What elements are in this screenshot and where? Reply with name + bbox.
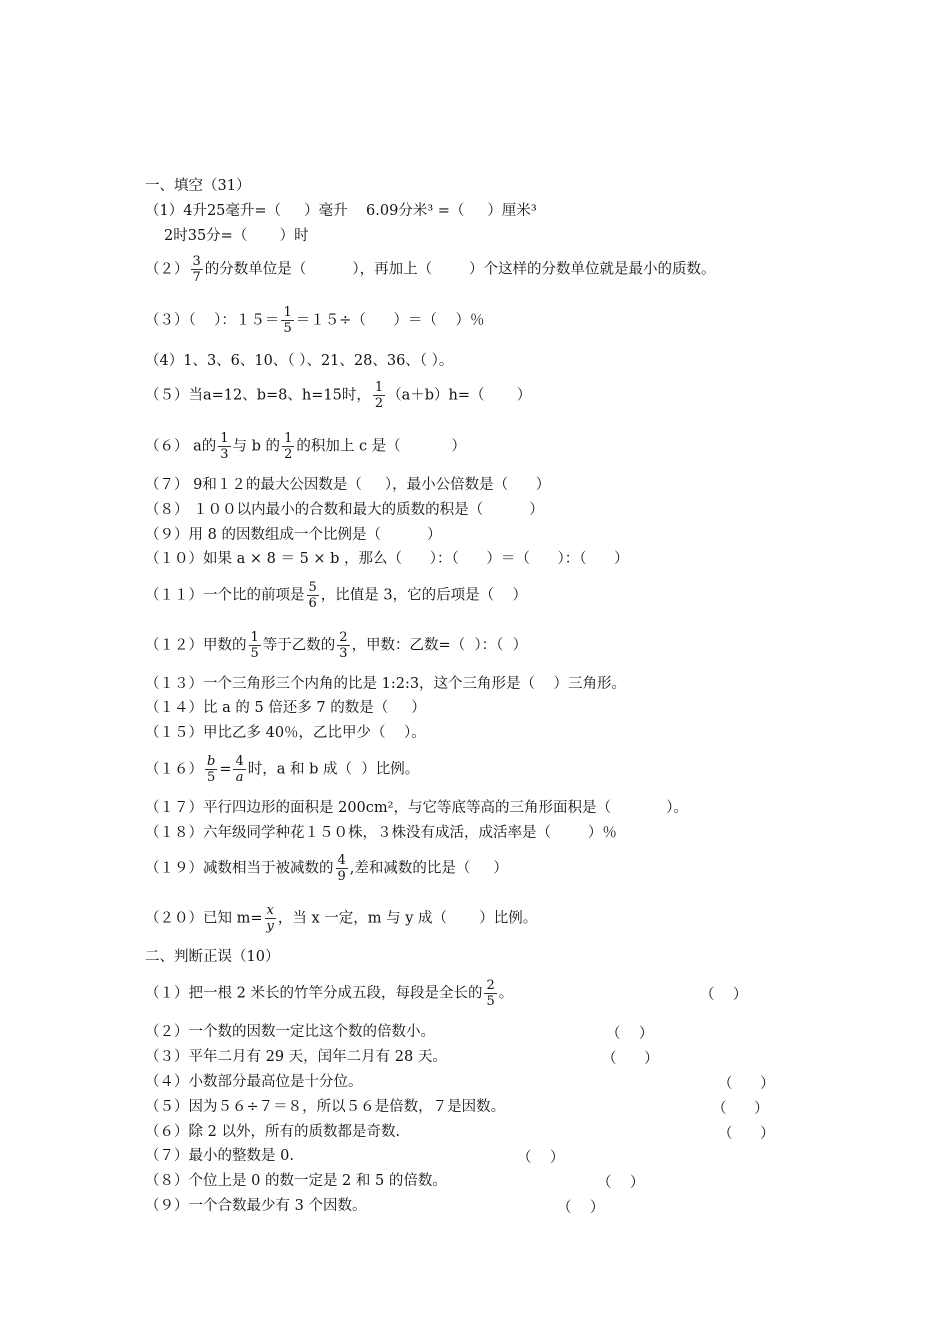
question-4	[145, 351, 453, 371]
question-14-text: （１４）比 a 的 5 倍还多 7 的数是（ ）	[145, 700, 426, 716]
question-7-text: （７） 9和１２的最大公因数是（ ），最小公倍数是（ ）	[145, 477, 551, 493]
question-19-prefix: （１９）减数相当于被减数的	[145, 860, 334, 877]
fraction-numerator: 1	[250, 630, 259, 645]
question-12	[145, 630, 527, 661]
fraction-1-5	[281, 305, 293, 336]
fraction-denominator: 5	[250, 646, 259, 661]
question-2-text: 的分数单位是（ ），再加上（ ）个这样的分数单位就是最小的质数。	[204, 261, 716, 278]
fraction-numerator: 1	[284, 431, 293, 446]
judgement-8	[145, 1171, 447, 1191]
question-5-prefix: （５）当a=12、b=8、h=15时，	[145, 387, 371, 404]
judgement-9	[145, 1196, 366, 1216]
question-12-mid: 等于乙数的	[262, 637, 336, 654]
question-4-text: （4）1、3、6、10、（ ）、21、28、36、（ ）。	[145, 353, 454, 369]
question-8	[145, 500, 544, 520]
question-15-text: （１５）甲比乙多 40％，乙比甲少（ ）。	[145, 725, 426, 741]
judgement-2-text: （２）一个数的因数一定比这个数的倍数小。	[145, 1024, 435, 1040]
section1-title-text: 一、填空（31）	[145, 178, 251, 194]
question-3-text: ＝１５÷（ ）＝（ ）％	[295, 312, 485, 329]
judgement-1-prefix: （１）把一根 2 米长的竹竿分成五段，每段是全长的	[145, 985, 483, 1002]
judgement-9-text: （９）一个合数最少有 3 个因数。	[145, 1198, 367, 1214]
fraction-numerator: 2	[339, 630, 348, 645]
section1-title	[145, 176, 250, 196]
fraction-b-5	[205, 754, 217, 785]
question-19	[145, 853, 508, 884]
question-12-prefix: （１２）甲数的	[145, 637, 247, 654]
question-13-text: （１３）一个三角形三个内角的比是 1:2:3，这个三角形是（ ）三角形。	[145, 676, 626, 692]
question-1b-text: 2时35分=（ ）时	[164, 228, 309, 244]
fraction-denominator: 9	[337, 869, 346, 884]
question-3	[145, 305, 484, 336]
question-20	[145, 903, 537, 934]
judgement-5-answer-blank[interactable]: （ ）	[712, 1101, 769, 1117]
fraction-denominator: 7	[192, 270, 201, 285]
fraction-denominator: a	[233, 769, 245, 785]
judgement-5-text: （５）因为５６÷７＝８，所以５６是倍数，７是因数。	[145, 1099, 506, 1115]
judgement-7	[145, 1146, 294, 1166]
question-1b	[164, 226, 309, 246]
question-16-text: 时，a 和 b 成（ ）比例。	[247, 761, 420, 778]
question-2-prefix: （２）	[145, 261, 189, 278]
question-14	[145, 698, 426, 718]
question-13	[145, 674, 626, 694]
judgement-1-text: 。	[498, 985, 514, 1002]
judgement-1	[145, 978, 513, 1009]
judgement-4-answer-blank[interactable]: （ ）	[718, 1076, 775, 1092]
judgement-7-answer-blank[interactable]: （ ）	[517, 1150, 565, 1166]
fraction-denominator: 3	[339, 646, 348, 661]
question-6-mid: 与 b 的	[232, 438, 281, 455]
fraction-1-5	[249, 630, 261, 661]
question-19-text: ,差和减数的比是（ ）	[349, 860, 508, 877]
question-9	[145, 525, 442, 545]
fraction-numerator: 1	[220, 431, 229, 446]
judgement-3	[145, 1047, 447, 1067]
question-7	[145, 475, 550, 495]
judgement-3-answer-blank[interactable]: （ ）	[602, 1051, 659, 1067]
question-15	[145, 723, 426, 743]
judgement-2-answer-blank[interactable]: （ ）	[606, 1026, 654, 1042]
fraction-numerator: b	[207, 754, 216, 769]
judgement-5	[145, 1097, 505, 1117]
fraction-4-a	[233, 754, 245, 785]
question-18	[145, 823, 617, 843]
fraction-x-y	[265, 903, 276, 934]
question-10-text: （１０）如果 a × 8 ＝ 5 × b ，那么（ ）：（ ）＝（ ）：（ ）	[145, 551, 629, 567]
fraction-denominator: y	[266, 919, 274, 934]
fraction-numerator: 1	[374, 380, 384, 395]
question-3-prefix: （３）（ ）：１５＝	[145, 312, 280, 329]
question-16-prefix: （１６）	[145, 761, 203, 778]
fraction-numerator: 2	[486, 978, 495, 993]
question-20-prefix: （２０）已知 m=	[145, 910, 263, 927]
judgement-8-answer-blank[interactable]: （ ）	[597, 1175, 645, 1191]
question-11	[145, 580, 527, 611]
question-5	[145, 380, 531, 411]
question-2	[145, 254, 716, 285]
fraction-1-2	[373, 380, 385, 411]
fraction-numerator: 4	[337, 853, 346, 868]
question-12-text: ，甲数：乙数=（ ）：（ ）	[351, 637, 528, 654]
judgement-6-answer-blank[interactable]: （ ）	[718, 1126, 775, 1142]
question-8-text: （８） １００以内最小的合数和最大的质数的积是（ ）	[145, 502, 544, 518]
question-20-text: ，当 x 一定，m 与 y 成（ ）比例。	[277, 910, 538, 927]
judgement-3-text: （３）平年二月有 29 天，闰年二月有 28 天。	[145, 1049, 447, 1065]
fraction-2-5	[484, 978, 496, 1009]
judgement-4	[145, 1072, 363, 1092]
question-17	[145, 798, 688, 818]
equals-sign: =	[219, 761, 232, 778]
judgement-9-answer-blank[interactable]: （ ）	[557, 1200, 605, 1216]
fraction-denominator: 2	[284, 447, 293, 462]
fraction-numerator: x	[266, 903, 274, 918]
question-11-text: ，比值是 3，它的后项是（ ）	[320, 587, 528, 604]
question-6	[145, 431, 466, 462]
question-16	[145, 754, 419, 785]
judgement-6	[145, 1122, 400, 1142]
question-1a	[145, 201, 537, 221]
section2-title-text: 二、判断正误（10）	[145, 949, 280, 965]
question-1a-text: （1）4升25毫升=（ ）毫升 6.09分米³ =（ ）厘米³	[145, 203, 537, 219]
fraction-2-3	[337, 630, 349, 661]
fraction-denominator: 3	[220, 447, 229, 462]
question-17-text: （１７）平行四边形的面积是 200cm²，与它等底等高的三角形面积是（ ）。	[145, 800, 689, 816]
section2-title	[145, 947, 279, 967]
question-9-text: （９）用 8 的因数组成一个比例是（ ）	[145, 527, 442, 543]
fraction-3-7	[191, 254, 203, 285]
fraction-denominator: 6	[308, 596, 317, 611]
judgement-4-text: （４）小数部分最高位是十分位。	[145, 1074, 363, 1090]
fraction-denominator: 2	[374, 396, 384, 411]
fraction-numerator: 4	[235, 754, 244, 769]
fraction-denominator: 5	[205, 769, 217, 785]
judgement-8-text: （８）个位上是 0 的数一定是 2 和 5 的倍数。	[145, 1173, 447, 1189]
judgement-6-text: （６）除 2 以外，所有的质数都是奇数.	[145, 1124, 401, 1140]
fraction-denominator: 5	[486, 994, 495, 1009]
question-18-text: （１８）六年级同学种花１５０株，３株没有成活，成活率是（ ）％	[145, 825, 617, 841]
fraction-4-9	[336, 853, 348, 884]
question-11-prefix: （１１）一个比的前项是	[145, 587, 305, 604]
question-6-text: 的积加上 c 是（ ）	[296, 438, 466, 455]
fraction-1-3	[218, 431, 230, 462]
fraction-numerator: 3	[192, 254, 201, 269]
fraction-5-6	[307, 580, 319, 611]
question-6-prefix: （６） a的	[145, 438, 217, 455]
fraction-numerator: 5	[308, 580, 317, 595]
question-10	[145, 549, 629, 569]
judgement-2	[145, 1022, 435, 1042]
fraction-denominator: 5	[283, 321, 292, 336]
judgement-7-text: （７）最小的整数是 0.	[145, 1148, 294, 1164]
question-5-text: （a＋b）h=（ ）	[387, 387, 532, 404]
fraction-numerator: 1	[283, 305, 292, 320]
fraction-1-2	[282, 431, 294, 462]
judgement-1-answer-blank[interactable]: （ ）	[700, 987, 748, 1003]
